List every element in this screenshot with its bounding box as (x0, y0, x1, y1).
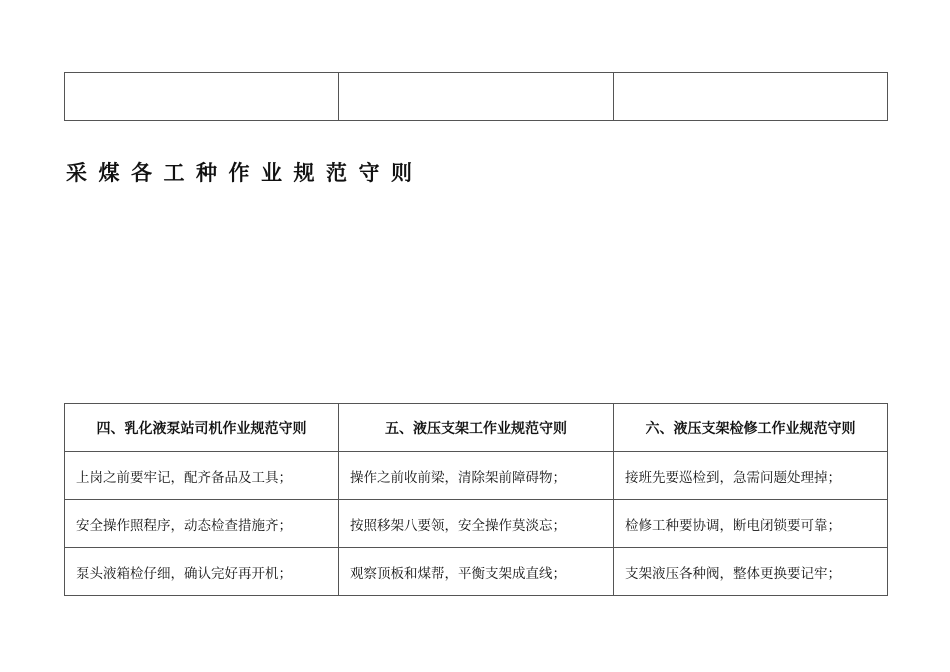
table-cell: 检修工种要协调，断电闭锁要可靠； (614, 500, 888, 548)
table-cell: 上岗之前要牢记，配齐备品及工具； (65, 452, 339, 500)
table-cell: 泵头液箱检仔细，确认完好再开机； (65, 548, 339, 596)
table-row (65, 548, 888, 596)
table-cell: 支架液压各种阀，整体更换要记牢； (614, 548, 888, 596)
top-empty-table (64, 72, 888, 121)
table-cell: 操作之前收前梁，清除架前障碍物； (339, 452, 614, 500)
table-cell (65, 73, 339, 121)
table-cell (339, 73, 614, 121)
table-cell (614, 73, 888, 121)
table-cell: 安全操作照程序，动态检查措施齐； (65, 500, 339, 548)
page-title: 采煤各工种作业规范守则 (66, 161, 424, 185)
column-header: 四、乳化液泵站司机作业规范守则 (65, 404, 339, 452)
table-header-row (65, 404, 888, 452)
rules-table (64, 403, 888, 596)
column-header: 六、液压支架检修工作业规范守则 (614, 404, 888, 452)
table-row (65, 73, 888, 121)
table-cell: 观察顶板和煤帮，平衡支架成直线； (339, 548, 614, 596)
table-row (65, 452, 888, 500)
column-header: 五、液压支架工作业规范守则 (339, 404, 614, 452)
table-row (65, 500, 888, 548)
table-cell: 按照移架八要领，安全操作莫淡忘； (339, 500, 614, 548)
table-cell: 接班先要巡检到，急需问题处理掉； (614, 452, 888, 500)
